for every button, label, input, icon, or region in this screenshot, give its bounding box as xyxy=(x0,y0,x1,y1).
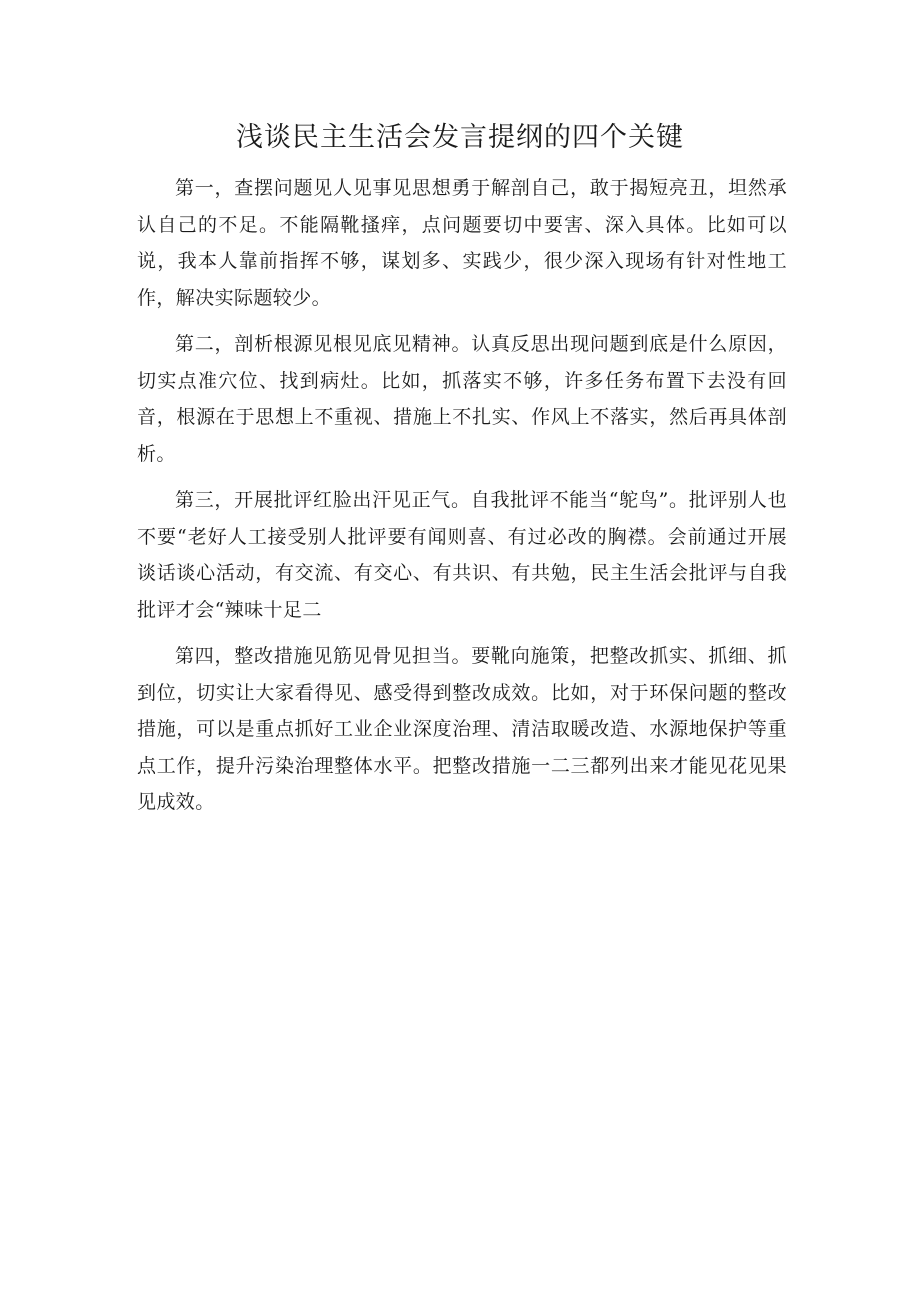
paragraph-4: 第四，整改措施见筋见骨见担当。要靴向施策，把整改抓实、抓细、抓到位，切实让大家看得见、感受得到整改成效。比如，对于环保问题的整改措施，可以是重点抓好工业企业深度治理、清洁取暖改造、水源地保护等重点工作，提升污染治理整体水平。把整改措施一二三都列出来才能见花见果见成效。 xyxy=(137,645,787,813)
paragraph-1: 第一，查摆问题见人见事见思想勇于解剖自己，敢于揭短亮丑，坦然承认自己的不足。不能隔靴搔痒，点问题要切中要害、深入具体。比如可以说，我本人靠前指挥不够，谋划多、实践少，很少深入现场有针对性地工作，解决实际题较少。 xyxy=(137,177,787,309)
paragraph-2: 第二，剖析根源见根见底见精神。认真反思出现问题到底是什么原因，切实点准穴位、找到病灶。比如，抓落实不够，许多任务布置下去没有回音，根源在于思想上不重视、措施上不扎实、作风上不落实，然后再具体剖析。 xyxy=(137,333,787,465)
document-body xyxy=(137,170,787,831)
paragraph-3: 第三，开展批评红脸出汗见正气。自我批评不能当“鸵鸟”。批评别人也不要“老好人工接受别人批评要有闻则喜、有过必改的胸襟。会前通过开展谈话谈心活动，有交流、有交心、有共识、有共勉，民主生活会批评与自我批评才会“辣味十足二 xyxy=(137,489,787,621)
document-title: 浅谈民主生活会发言提纲的四个关键 xyxy=(236,122,684,153)
